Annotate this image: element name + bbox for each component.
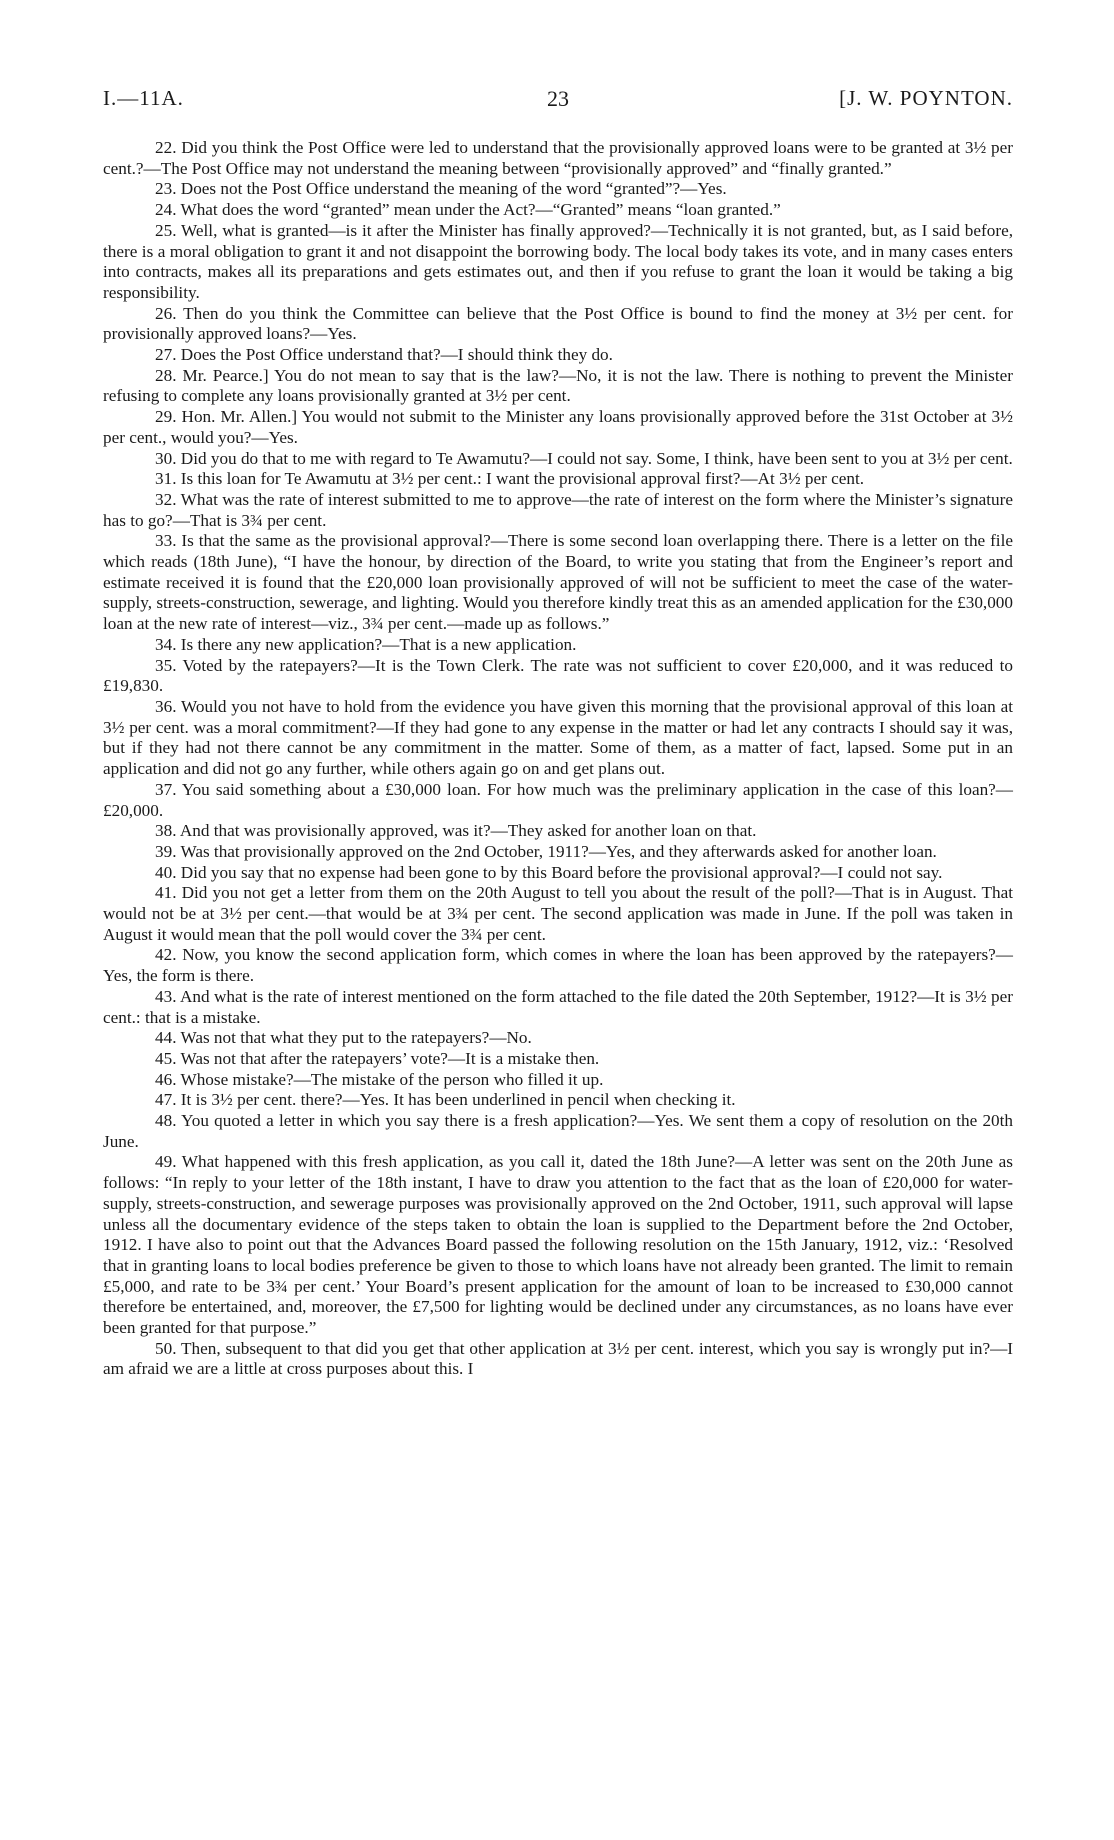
question-47: 47. It is 3½ per cent. there?—Yes. It has been underlined in pencil when checking it.	[155, 1090, 736, 1110]
question-43: 43. And what is the rate of interest mentioned on the form attached to the file dated the 20th September, 1912?—It is 3½ per cent.: that is a mistake.	[103, 986, 1013, 1027]
question-30: 30. Did you do that to me with regard to Te Awamutu?—I could not say. Some, I think, have been sent to you at 3½ per cent.	[155, 448, 1013, 468]
question-36: 36. Would you not have to hold from the evidence you have given this morning that the provisional approval of this loan at 3½ per cent. was a moral commitment?—If they had gone to any expense in the matter or had let any contracts I should say it was, but if they had not there cannot be any commitment in the matter. Some of them, as a matter of fact, lapsed. Some put in an application and did not go any further, while others again go on and get plans out.	[103, 696, 1013, 779]
question-44: 44. Was not that what they put to the ratepayers?—No.	[155, 1028, 532, 1048]
question-40: 40. Did you say that no expense had been gone to by this Board before the provisional approval?—I could not say.	[155, 862, 943, 882]
question-33: 33. Is that the same as the provisional approval?—There is some second loan overlapping there. There is a letter on the file which reads (18th June), “I have the honour, by direction of the Board, to write you stating that from the Engineer’s report and estimate received it is found that the £20,000 loan provisionally approved of will not be sufficient to meet the case of the water-supply, streets-construction, sewerage, and lighting. Would you therefore kindly treat this as an amended application for the £30,000 loan at the new rate of interest—viz., 3¾ per cent.—made up as follows.”	[103, 531, 1013, 634]
question-28: 28. Mr. Pearce.] You do not mean to say that is the law?—No, it is not the law. There is nothing to prevent the Minister refusing to complete any loans provisionally granted at 3½ per cent.	[103, 365, 1013, 406]
question-41: 41. Did you not get a letter from them on the 20th August to tell you about the result of the poll?—That is in August. That would not be at 3½ per cent.—that would be at 3¾ per cent. The second application was made in June. If the poll was taken in August it would mean that the poll would cover the 3¾ per cent.	[103, 883, 1013, 944]
question-50: 50. Then, subsequent to that did you get that other application at 3½ per cent. interest, which you say is wrongly put in?—I am afraid we are a little at cross purposes about this. I	[103, 1338, 1013, 1379]
question-46: 46. Whose mistake?—The mistake of the person who filled it up.	[155, 1069, 604, 1089]
question-45: 45. Was not that after the ratepayers’ vote?—It is a mistake then.	[155, 1048, 600, 1068]
question-38: 38. And that was provisionally approved, was it?—They asked for another loan on that.	[155, 821, 757, 841]
question-32: 32. What was the rate of interest submitted to me to approve—the rate of interest on the form where the Minister’s signature has to go?—That is 3¾ per cent.	[103, 489, 1013, 530]
document-reference: I.—11A.	[103, 86, 184, 110]
testimony-body	[103, 138, 1013, 1380]
question-23: 23. Does not the Post Office understand the meaning of the word “granted”?—Yes.	[155, 179, 727, 199]
question-49: 49. What happened with this fresh application, as you call it, dated the 18th June?—A letter was sent on the 20th June as follows: “In reply to your letter of the 18th instant, I have to draw you attention to the fact that as the loan of £20,000 for water-supply, streets-construction, and sewerage purposes was provisionally approved on the 2nd October, 1911, such approval will lapse unless all the documentary evidence of the steps taken to obtain the loan is supplied to the Department before the 2nd October, 1912. I have also to point out that the Advances Board passed the following resolution on the 15th January, 1912, viz.: ‘Resolved that in granting loans to local bodies preference be given to those to which loans have not already been granted. The limit to remain £5,000, and rate to be 3¾ per cent.’ Your Board’s present application for the amount of loan to be increased to £30,000 cannot therefore be entertained, and, moreover, the £7,500 for lighting would be declined under any circumstances, as no loans have ever been granted for that purpose.”	[103, 1152, 1013, 1338]
question-37: 37. You said something about a £30,000 loan. For how much was the preliminary application in the case of this loan?—£20,000.	[103, 779, 1013, 820]
question-25: 25. Well, what is granted—is it after the Minister has finally approved?—Technically it is not granted, but, as I said before, there is a moral obligation to grant it and not disappoint the borrowing body. The local body takes its vote, and in many cases enters into contracts, makes all its preparations and gets estimates out, and then if you refuse to grant the loan it would be taking a big responsibility.	[103, 220, 1013, 302]
question-26: 26. Then do you think the Committee can believe that the Post Office is bound to find the money at 3½ per cent. for provisionally approved loans?—Yes.	[103, 303, 1013, 344]
witness-name: [J. W. POYNTON.	[839, 86, 1013, 110]
question-34: 34. Is there any new application?—That is a new application.	[155, 634, 577, 654]
question-48: 48. You quoted a letter in which you say there is a fresh application?—Yes. We sent them a copy of resolution on the 20th June.	[103, 1111, 1013, 1151]
question-29: 29. Hon. Mr. Allen.] You would not submit to the Minister any loans provisionally approved before the 31st October at 3½ per cent., would you?—Yes.	[103, 407, 1013, 447]
question-27: 27. Does the Post Office understand that?—I should think they do.	[155, 345, 613, 365]
question-42: 42. Now, you know the second application form, which comes in where the loan has been approved by the ratepayers?—Yes, the form is there.	[103, 945, 1013, 986]
question-39: 39. Was that provisionally approved on the 2nd October, 1911?—Yes, and they afterwards asked for another loan.	[155, 841, 937, 861]
question-22: 22. Did you think the Post Office were led to understand that the provisionally approved loans were to be granted at 3½ per cent.?—The Post Office may not understand the meaning between “provisionally approved” and “finally granted.”	[103, 138, 1013, 178]
question-31: 31. Is this loan for Te Awamutu at 3½ per cent.: I want the provisional approval first?—At 3½ per cent.	[155, 469, 865, 489]
page-header	[103, 86, 1013, 116]
question-24: 24. What does the word “granted” mean under the Act?—“Granted” means “loan granted.”	[155, 200, 781, 220]
page-number: 23	[547, 86, 569, 111]
question-35: 35. Voted by the ratepayers?—It is the Town Clerk. The rate was not sufficient to cover £20,000, and it was reduced to £19,830.	[103, 655, 1013, 696]
